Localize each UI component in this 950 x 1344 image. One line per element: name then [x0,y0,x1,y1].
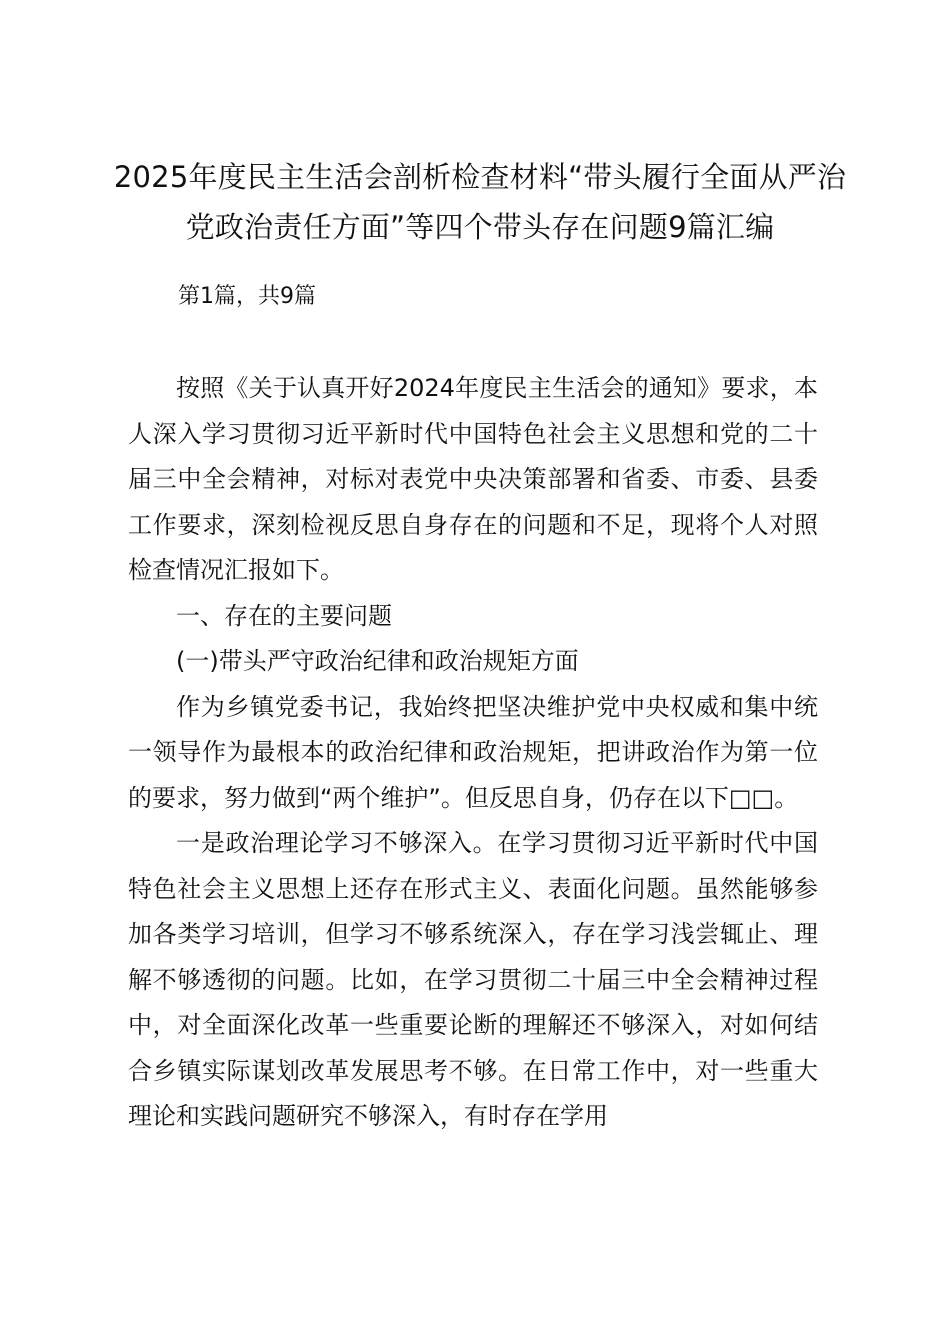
document-subtitle: 第1篇，共9篇 [178,284,316,309]
body-paragraph: 作为乡镇党委书记，我始终把坚决维护党中央权威和集中统一领导作为最根本的政治纪律和政治规矩，把讲政治作为第一位的要求，努力做到“两个维护”。但反思自身，仍存在以下□□。 [128,692,818,812]
section-heading: 一、存在的主要问题 [176,601,392,630]
document-title: 2025年度民主生活会剖析检查材料“带头履行全面从严治党政治责任方面”等四个带头存在问题9篇汇编 [113,160,847,244]
document-body [128,366,818,1140]
body-paragraph: 一是政治理论学习不够深入。在学习贯彻习近平新时代中国特色社会主义思想上还存在形式主义、表面化问题。虽然能够参加各类学习培训，但学习不够系统深入，存在学习浅尝辄止、理解不够透彻的问题。比如，在学习贯彻二十届三中全会精神过程中，对全面深化改革一些重要论断的理解还不够深入，对如何结合乡镇实际谋划改革发展思考不够。在日常工作中，对一些重大理论和实践问题研究不够深入，有时存在学用 [128,829,818,1130]
intro-paragraph: 按照《关于认真开好2024年度民主生活会的通知》要求，本人深入学习贯彻习近平新时代中国特色社会主义思想和党的二十届三中全会精神，对标对表党中央决策部署和省委、市委、县委工作要求，深刻检视反思自身存在的问题和不足，现将个人对照检查情况汇报如下。 [128,374,818,584]
subsection-heading: (一)带头严守政治纪律和政治规矩方面 [176,647,579,675]
